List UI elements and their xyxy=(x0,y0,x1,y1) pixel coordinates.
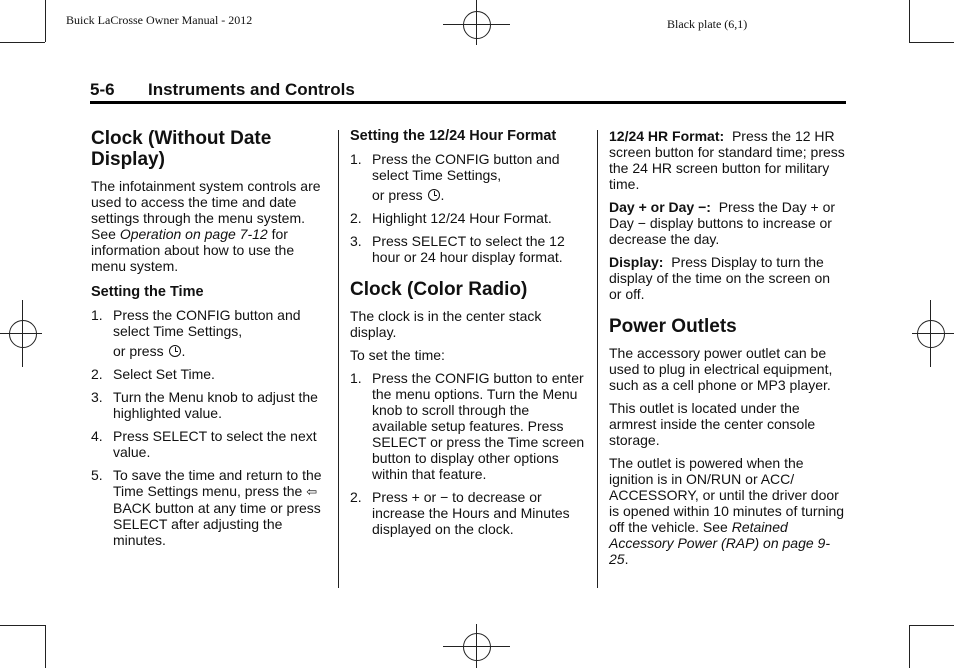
crop-mark xyxy=(909,625,910,668)
list-item: 2. Highlight 12/24 Hour Format. xyxy=(350,210,552,226)
column-2 xyxy=(350,128,588,544)
list-item: 2. Press + or − to decrease or increase the Hours and Minutes displayed on the clock. xyxy=(350,489,570,537)
back-arrow-icon: ⇦ xyxy=(306,484,318,499)
column-divider xyxy=(597,130,598,588)
heading-clock-color-radio: Clock (Color Radio) xyxy=(350,279,528,300)
steps-list xyxy=(350,151,588,265)
manual-title: Buick LaCrosse Owner Manual - 2012 xyxy=(66,13,253,27)
definition-item: Day + or Day −: Press the Day + or Day − display buttons to increase or decrease the day. xyxy=(609,199,836,247)
steps-list xyxy=(91,307,327,548)
list-item: 3. Press SELECT to select the 12 hour or 24 hour display format. xyxy=(350,233,565,265)
crop-mark xyxy=(0,42,45,43)
section-number: 5-6 xyxy=(90,80,115,99)
crop-mark xyxy=(909,42,954,43)
crop-mark xyxy=(45,0,46,42)
crop-mark xyxy=(0,625,45,626)
crop-mark xyxy=(45,625,46,668)
list-item: 1. Press the CONFIG button and select Time Settings, or press . xyxy=(91,307,301,359)
clock-icon xyxy=(169,345,181,357)
paragraph: To set the time: xyxy=(350,347,445,363)
crop-mark xyxy=(909,625,954,626)
column-3 xyxy=(609,128,846,574)
intro-paragraph: The infotainment system controls are used to access the time and date settings through the menu system. See Operation on page 7-12 for information about how to use the menu system. xyxy=(91,178,321,274)
column-1 xyxy=(91,128,327,555)
subheading-12-24-format: Setting the 12/24 Hour Format xyxy=(350,128,557,144)
list-item: 2. Select Set Time. xyxy=(91,366,215,382)
cross-reference[interactable]: Operation on page 7-12 xyxy=(119,226,268,242)
list-item: 1. Press the CONFIG button to enter the menu options. Turn the Menu knob to scroll through the available setup features. Press SELECT or press the Time screen button to display other options within that feature. xyxy=(350,370,585,482)
subheading-setting-the-time: Setting the Time xyxy=(91,284,204,300)
paragraph: The clock is in the center stack display. xyxy=(350,308,542,340)
list-item: 1. Press the CONFIG button and select Time Settings, or press . xyxy=(350,151,560,203)
definition-item: Display: Press Display to turn the display of the time on the screen on or off. xyxy=(609,254,831,302)
steps-list xyxy=(350,370,588,537)
column-divider xyxy=(338,130,339,588)
paragraph: The accessory power outlet can be used to plug in electrical equipment, such as a cell phone or MP3 player. xyxy=(609,345,833,393)
list-item: 5. To save the time and return to the Time Settings menu, press the ⇦BACK button at any time or press SELECT after adjusting the minutes. xyxy=(91,467,322,548)
section-title: Instruments and Controls xyxy=(148,80,355,99)
definition-item: 12/24 HR Format: Press the 12 HR screen button for standard time; press the 24 HR screen button for military time. xyxy=(609,128,845,192)
paragraph: This outlet is located under the armrest inside the center console storage. xyxy=(609,400,816,448)
list-item: 3. Turn the Menu knob to adjust the highlighted value. xyxy=(91,389,318,421)
list-item: 4. Press SELECT to select the next value. xyxy=(91,428,317,460)
section-rule xyxy=(90,101,846,104)
paragraph: The outlet is powered when the ignition is in ON/RUN or ACC/ ACCESSORY, or until the driver door is opened within 10 minutes of turning off the vehicle. See Retained Accessory Power (RAP) on page 9-25. xyxy=(609,455,845,567)
heading-clock-without-date: Clock (Without Date Display) xyxy=(91,128,272,170)
crop-mark xyxy=(909,0,910,42)
plate-label: Black plate (6,1) xyxy=(667,17,748,31)
heading-power-outlets: Power Outlets xyxy=(609,316,737,337)
clock-icon xyxy=(428,189,440,201)
cross-reference[interactable]: Retained Accessory Power (RAP) on page 9-25 xyxy=(609,519,830,567)
